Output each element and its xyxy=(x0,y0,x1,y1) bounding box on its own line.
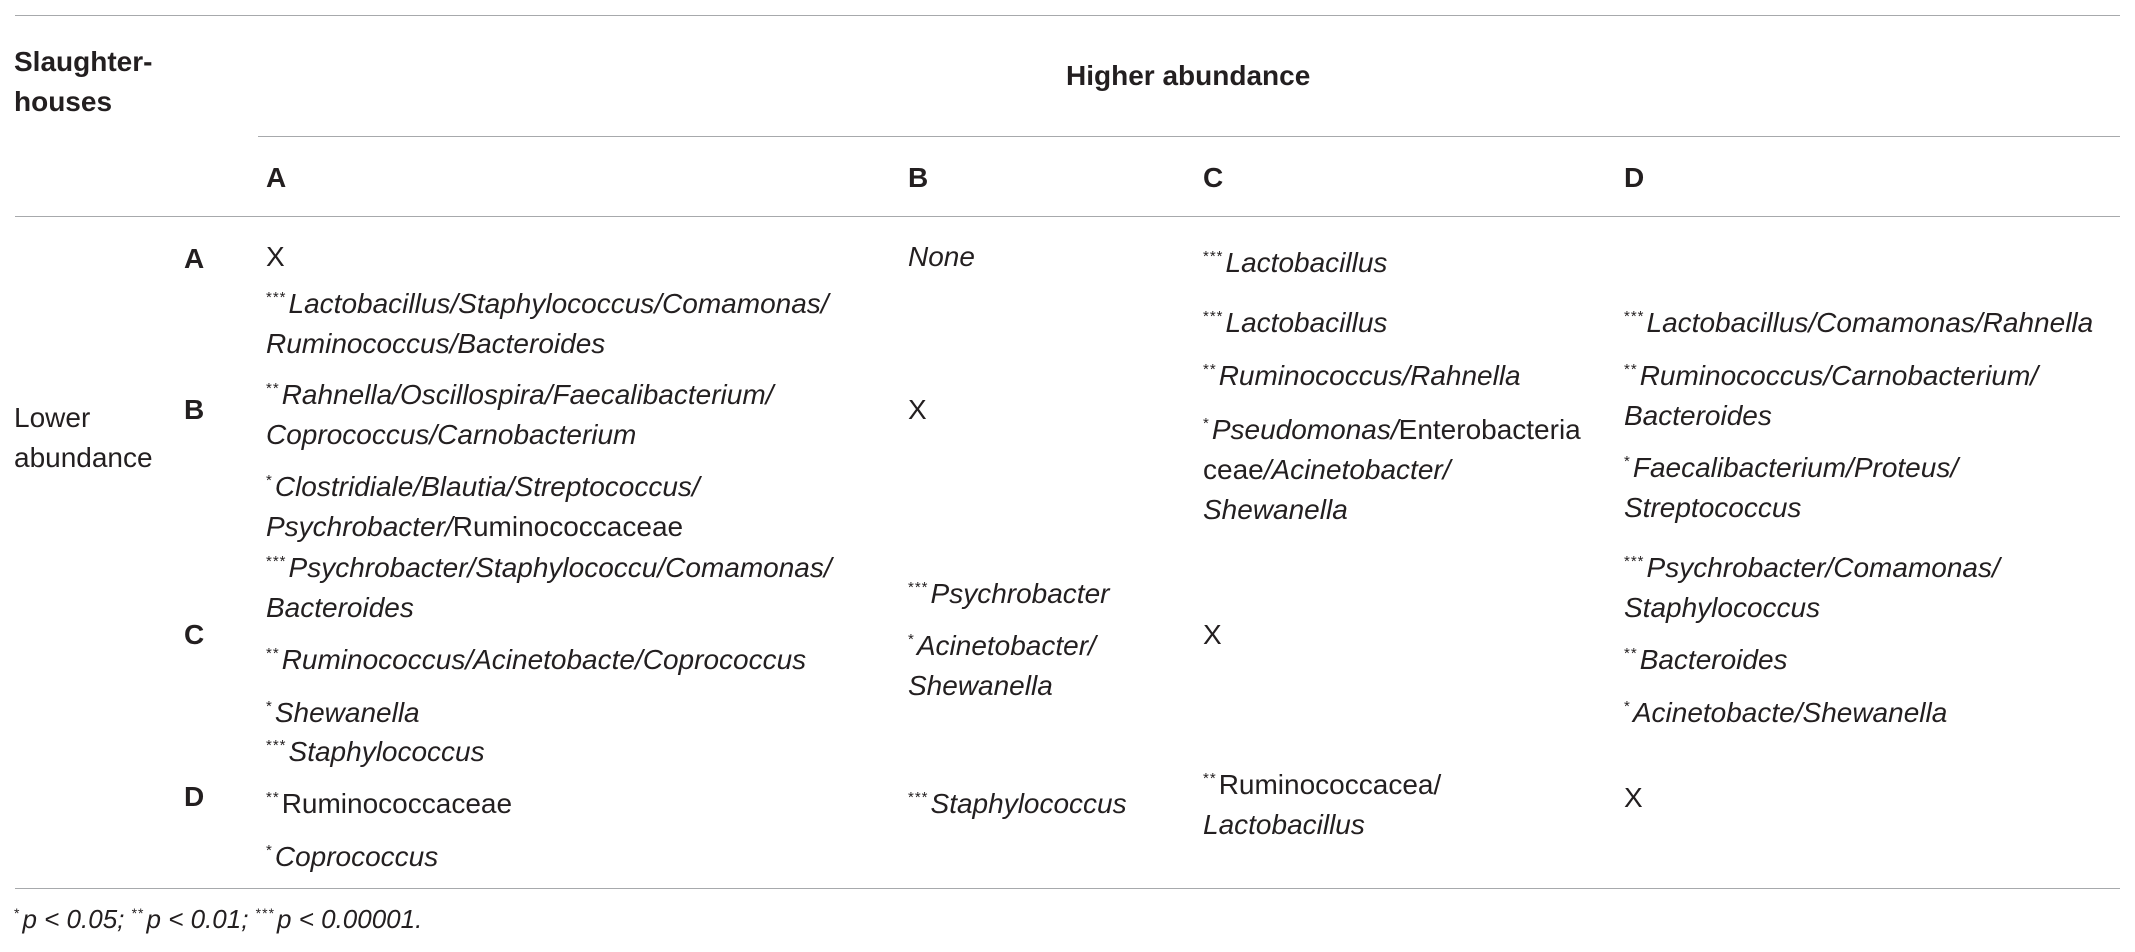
column-header-d: D xyxy=(1624,162,1645,193)
cell-c-a-entry-2: **Ruminococcus/Acinetobacte/Coprococcus xyxy=(266,644,807,675)
significance-marker: *** xyxy=(1203,308,1224,325)
cell-b-c-entry-2: **Ruminococcus/Rahnella xyxy=(1203,360,1521,391)
cell-b-d-entry-2: **Ruminococcus/Carnobacterium/ Bacteroides xyxy=(1624,360,2039,431)
column-header-a: A xyxy=(266,162,287,193)
significance-marker: ** xyxy=(1624,361,1638,378)
cell-a-b: None xyxy=(908,241,975,272)
table-bottom-rule xyxy=(15,888,2120,889)
significance-marker: *** xyxy=(266,553,287,570)
header-bottom-rule xyxy=(15,216,2120,217)
significance-marker: * xyxy=(1624,453,1631,470)
cell-b-a-entry-2: **Rahnella/Oscillospira/Faecalibacterium/ Coprococcus/Carnobacterium xyxy=(266,379,774,450)
cell-c-b-entry-2: *Acinetobacter/ Shewanella xyxy=(908,630,1096,701)
cell-c-d-entry-1: ***Psychrobacter/Comamonas/ Staphylococcus xyxy=(1624,552,2000,623)
cell-a-a: X xyxy=(266,241,285,272)
cell-d-c: **Ruminococcacea/ Lactobacillus xyxy=(1203,769,1442,840)
significance-marker: *** xyxy=(908,789,929,806)
cell-d-a-entry-2: **Ruminococcaceae xyxy=(266,788,513,819)
top-rule xyxy=(15,15,2120,16)
cell-b-c-entry-1: ***Lactobacillus xyxy=(1203,307,1388,338)
significance-marker: *** xyxy=(266,737,287,754)
cell-b-a-entry-3: *Clostridiale/Blautia/Streptococcus/ Psychrobacter/Ruminococcaceae xyxy=(266,471,700,542)
significance-marker: ** xyxy=(1624,645,1638,662)
significance-marker: *** xyxy=(1624,553,1645,570)
row-label-a: A xyxy=(184,243,205,274)
cell-c-a-entry-3: *Shewanella xyxy=(266,697,420,728)
column-header-b: B xyxy=(908,162,929,193)
significance-marker: ** xyxy=(266,645,280,662)
significance-marker: *** xyxy=(266,289,287,306)
row-group-label: Lower abundance xyxy=(14,402,153,473)
significance-marker: *** xyxy=(908,579,929,596)
cell-b-d-entry-3: *Faecalibacterium/Proteus/ Streptococcus xyxy=(1624,452,1959,523)
row-label-d: D xyxy=(184,781,205,812)
significance-marker: *** xyxy=(1203,248,1224,265)
cell-d-d: X xyxy=(1624,782,1643,813)
significance-marker: ** xyxy=(266,789,280,806)
cell-c-d-entry-3: *Acinetobacte/Shewanella xyxy=(1624,697,1948,728)
cell-b-b: X xyxy=(908,394,927,425)
significance-marker: * xyxy=(266,698,273,715)
significance-marker: ** xyxy=(1203,770,1217,787)
cell-c-b-entry-1: ***Psychrobacter xyxy=(908,578,1110,609)
cell-d-a-entry-1: ***Staphylococcus xyxy=(266,736,485,767)
significance-marker: * xyxy=(266,472,273,489)
significance-marker: * xyxy=(1203,415,1210,432)
significance-marker: ** xyxy=(266,380,280,397)
row-header-label: Slaughter- houses xyxy=(14,46,153,117)
significance-marker: ** xyxy=(1203,361,1217,378)
cell-d-a-entry-3: *Coprococcus xyxy=(266,841,439,872)
cell-c-c: X xyxy=(1203,619,1222,650)
cell-d-b: ***Staphylococcus xyxy=(908,788,1127,819)
cell-b-c-entry-3: *Pseudomonas/Enterobacteria ceae/Acinetobacter/ Shewanella xyxy=(1203,414,1581,525)
cell-c-d-entry-2: **Bacteroides xyxy=(1624,644,1788,675)
column-group-label: Higher abundance xyxy=(1066,60,1311,91)
significance-marker: * xyxy=(266,842,273,859)
column-header-c: C xyxy=(1203,162,1224,193)
cell-a-c: ***Lactobacillus xyxy=(1203,247,1388,278)
row-label-c: C xyxy=(184,619,205,650)
cell-b-a-entry-1: ***Lactobacillus/Staphylococcus/Comamonas/ Ruminococcus/Bacteroides xyxy=(266,288,829,359)
significance-marker: * xyxy=(1624,698,1631,715)
cell-c-a-entry-1: ***Psychrobacter/Staphylococcu/Comamonas/ Bacteroides xyxy=(266,552,832,623)
significance-marker: * xyxy=(908,631,915,648)
significance-marker: *** xyxy=(1624,308,1645,325)
table-footnote: *p < 0.05; **p < 0.01; ***p < 0.00001. xyxy=(14,904,423,934)
cell-b-d-entry-1: ***Lactobacillus/Comamonas/Rahnella xyxy=(1624,307,2094,338)
row-label-b: B xyxy=(184,394,205,425)
header-group-rule xyxy=(258,136,2120,137)
